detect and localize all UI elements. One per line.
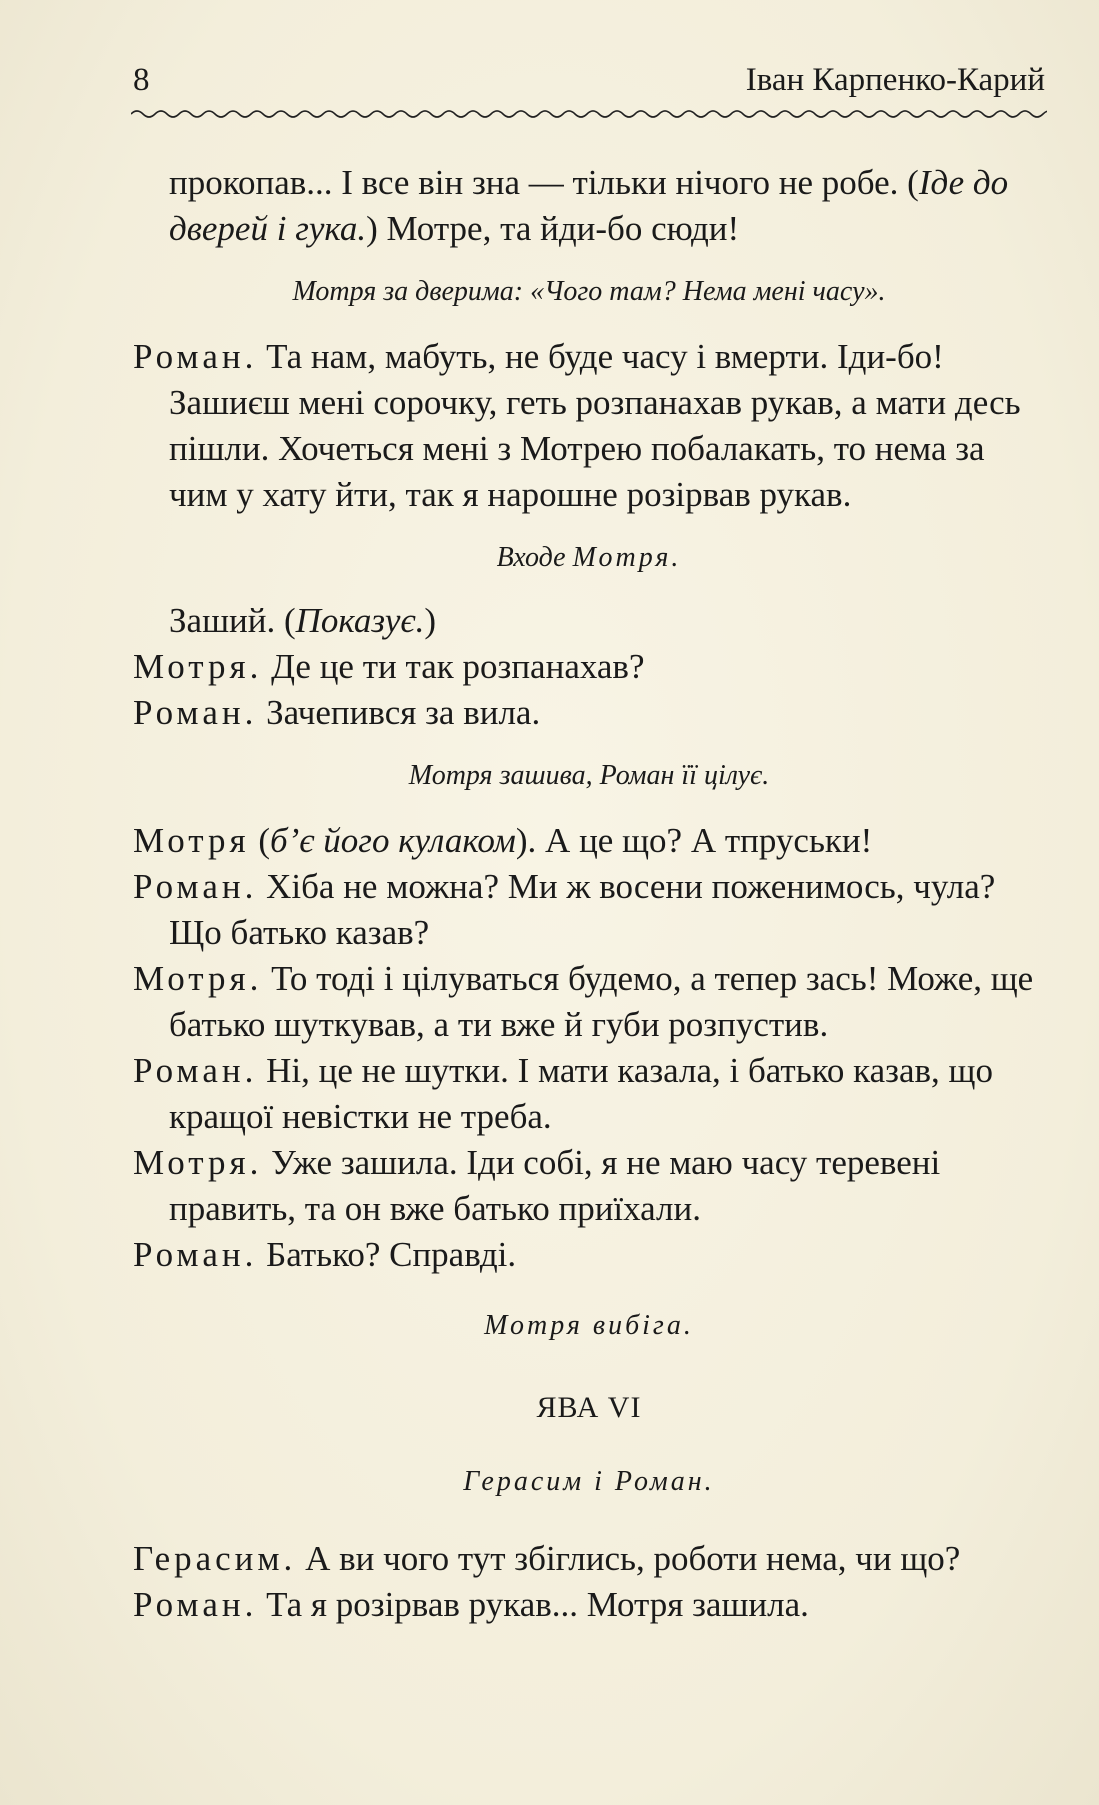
stage-direction-inline: б’є його кулаком [270, 821, 516, 860]
speech-text: Та нам, мабуть, не буде часу і вмерти. Іди-бо! Зашиєш мені сорочку, геть розпанахав рукав, а мати десь пішли. Хочеться мені з Мотрею побалакать, то нема за чим у хату йти, так я нарошне розірвав рукав. [169, 337, 1021, 514]
speech-roman [133, 334, 1045, 518]
speech-roman [133, 864, 1045, 956]
speaker-name: Мотря [133, 821, 250, 860]
speaker-name: Роман. [133, 1235, 258, 1274]
speech-roman [133, 1048, 1045, 1140]
speaker-name: Мотря. [133, 1143, 263, 1182]
speech-text: Батько? Справді. [266, 1235, 517, 1274]
stage-direction: Мотря за дверима: «Чого там? Нема мені часу». [292, 276, 886, 307]
speech-text: Уже зашила. Іди собі, я не маю часу теревені править, та он вже батько приїхали. [169, 1143, 941, 1228]
speech-motria [133, 1140, 1045, 1232]
page-number: 8 [133, 62, 150, 98]
wavy-rule [131, 106, 1047, 122]
speaker-name: Мотря. [133, 959, 263, 998]
paragraph-text: ) Мотре, та йди-бо сюди! [366, 209, 740, 248]
stage-direction-inline: Показує. [295, 601, 425, 640]
speech-motria: Мотря (б’є його кулаком). А це що? А тпруськи! [133, 821, 873, 860]
speech-text: Та я розірвав рукав... Мотря зашила. [266, 1585, 809, 1624]
speaker-name: Роман. [133, 1585, 258, 1624]
speech-roman [133, 1232, 1045, 1278]
paragraph-continuation [133, 160, 1045, 252]
speech-text: Ні, це не шутки. І мати казала, і батько казав, що кращої невістки не треба. [169, 1051, 994, 1136]
speech-roman [133, 690, 1045, 736]
speech-motria [133, 644, 1045, 690]
speech-herasym [133, 1536, 1045, 1582]
stage-direction: Мотря зашива, Роман її цілує. [408, 760, 770, 791]
speaker-name: Роман. [133, 1051, 258, 1090]
speech-text: А ви чого тут збіглись, роботи нема, чи що? [305, 1539, 961, 1578]
speech-roman [133, 1582, 1045, 1628]
scene-persons: Герасим і Роман. [463, 1466, 715, 1497]
speaker-name: Роман. [133, 337, 258, 376]
speaker-name: Роман. [133, 867, 258, 906]
speaker-name: Роман. [133, 693, 258, 732]
stage-direction: Мотря вибіга. [484, 1310, 694, 1341]
stage-direction-inline: Іде до дверей і гука. [169, 163, 1009, 248]
scene-title: ЯВА VI [536, 1391, 642, 1424]
speaker-name: Герасим. [133, 1539, 297, 1578]
play-text [133, 160, 1045, 1628]
speaker-name: Мотря. [133, 647, 263, 686]
speech-continuation: Заший. (Показує.) [169, 601, 437, 640]
character-name: Мотря. [572, 542, 682, 573]
speech-motria [133, 956, 1045, 1048]
speech-text: Хіба не можна? Ми ж восени поженимось, чула? Що батько казав? [169, 867, 996, 952]
running-title: Іван Карпенко-Карий [745, 62, 1045, 98]
stage-direction: Входе Мотря. [496, 542, 682, 573]
speech-text: Де це ти так розпанахав? [271, 647, 645, 686]
paragraph-text: прокопав... І все він зна — тільки нічого не робе. ( [169, 163, 919, 202]
page-header [133, 58, 1045, 102]
speech-text: Зачепився за вила. [266, 693, 541, 732]
speech-text: То тоді і цілуваться будемо, а тепер засьǃ Може, ще батько шуткував, а ти вже й губи розпустив. [169, 959, 1034, 1044]
